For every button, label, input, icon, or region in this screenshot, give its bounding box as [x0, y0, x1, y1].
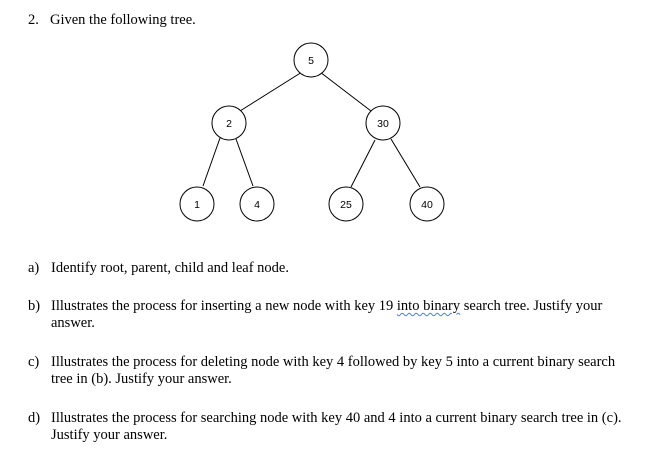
- node-key: 2: [226, 118, 232, 130]
- part-text: Identify root, parent, child and leaf node.: [51, 260, 289, 276]
- part-text: Illustrates the process for deleting node with key 4 followed by key 5 into a current binary search tree in (b). Justify your answer.: [51, 354, 616, 387]
- tree-edge-5-2: [240, 72, 302, 111]
- part-text: Illustrates the process for searching node with key 40 and 4 into a current binary search tree in (c). Justify your answer.: [51, 410, 622, 443]
- tree-edge-2-4: [236, 139, 253, 186]
- part-text-before: Illustrates the process for inserting a new node with key 19: [51, 298, 397, 314]
- question-number: 2.: [28, 12, 39, 28]
- question-part-a: [28, 260, 628, 277]
- tree-edge-30-25: [351, 140, 375, 187]
- tree-node-30: [366, 106, 400, 140]
- question-part-c: [28, 354, 628, 388]
- part-text-after: search tree. Justify your answer.: [51, 298, 603, 331]
- question-part-b: [28, 298, 628, 332]
- tree-node-4: [240, 187, 274, 221]
- tree-node-2: [212, 106, 246, 140]
- tree-edge-30-40: [391, 139, 420, 187]
- node-key: 25: [340, 199, 352, 211]
- part-label: b): [28, 298, 41, 314]
- part-label: d): [28, 410, 41, 426]
- tree-node-40: [410, 187, 444, 221]
- question-part-d: [28, 410, 628, 444]
- node-key: 30: [377, 118, 389, 130]
- tree-edge-5-30: [320, 72, 371, 111]
- part-label: c): [28, 354, 40, 370]
- tree-edge-2-1: [203, 138, 220, 186]
- grammar-flagged-text[interactable]: into binary: [396, 298, 461, 314]
- part-text: [51, 298, 628, 332]
- tree-node-25: [329, 187, 363, 221]
- node-key: 1: [194, 199, 200, 211]
- tree-node-5: [294, 43, 328, 77]
- question-title: Given the following tree.: [50, 12, 196, 28]
- tree-node-1: [180, 187, 214, 221]
- node-key: 40: [421, 199, 433, 211]
- node-key: 4: [254, 199, 260, 211]
- node-key: 5: [308, 55, 314, 67]
- part-label: a): [28, 260, 40, 276]
